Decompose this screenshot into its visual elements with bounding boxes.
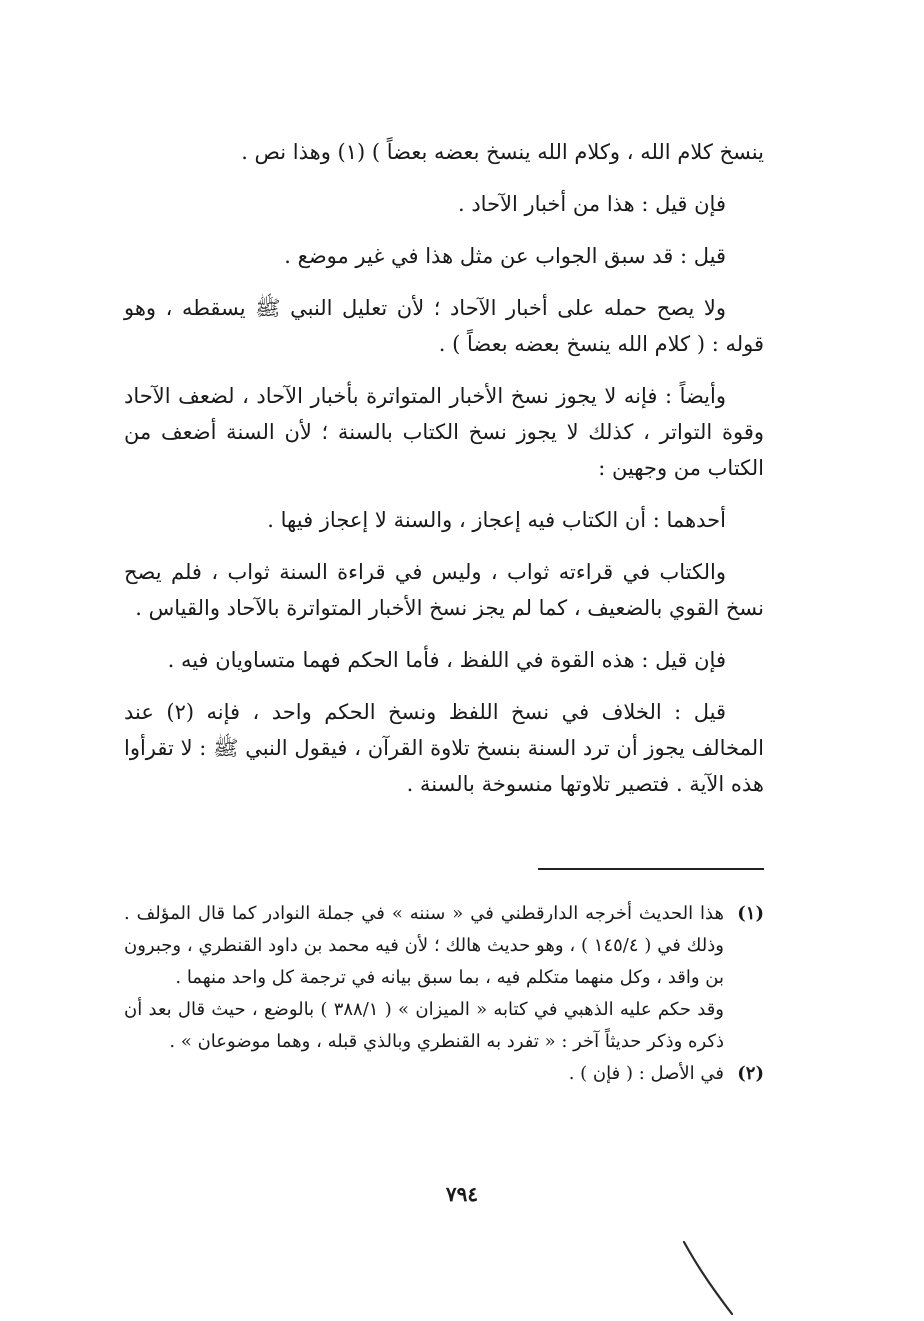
footnote-text: في الأصل : ( فإن ) . [568, 1063, 724, 1084]
paragraph-continuation: ينسخ كلام الله ، وكلام الله ينسخ بعضه بعضاً ) (١) وهذا نص . [241, 140, 764, 164]
footnote-divider [538, 868, 764, 870]
paragraph: قيل : الخلاف في نسخ اللفظ ونسخ الحكم واحد ، فإنه (٢) عند المخالف يجوز أن ترد السنة بنسخ تلاوة القرآن ، فيقول النبي ﷺ : لا تقرأوا هذه الآية . فتصير تلاوتها منسوخة بالسنة . [124, 700, 764, 796]
paragraph: ولا يصح حمله على أخبار الآحاد ؛ لأن تعليل النبي ﷺ يسقطه ، وهو قوله : ( كلام الله ينسخ بعضه بعضاً ) . [124, 296, 764, 356]
footnote-body [124, 1058, 724, 1090]
footnote-body [124, 898, 724, 1058]
footnote-2 [124, 1058, 764, 1090]
footnote-text: هذا الحديث أخرجه الدارقطني في « سننه » في جملة النوادر كما قال المؤلف . وذلك في ( ١٤٥/٤ ) ، وهو حديث هالك ؛ لأن فيه محمد بن داود القنطري ، وجبرون بن واقد ، وكل منهما متكلم فيه ، بما سبق بيانه في ترجمة كل واحد منهما . [124, 903, 724, 988]
scan-stroke-mark [680, 1238, 760, 1318]
main-text [124, 134, 764, 818]
paragraph: وأيضاً : فإنه لا يجوز نسخ الأخبار المتواترة بأخبار الآحاد ، لضعف الآحاد وقوة التواتر ، كذلك لا يجوز نسخ الكتاب بالسنة ؛ لأن السنة أضعف من الكتاب من وجهين : [124, 384, 764, 480]
page-number: ٧٩٤ [445, 1182, 479, 1206]
footnote-number: (٢) [737, 1063, 764, 1084]
paragraph: فإن قيل : هذا من أخبار الآحاد . [457, 192, 726, 216]
paragraph: أحدهما : أن الكتاب فيه إعجاز ، والسنة لا إعجاز فيها . [267, 508, 726, 532]
footnote-text: وقد حكم عليه الذهبي في كتابه « الميزان » ( ٣٨٨/١ ) بالوضع ، حيث قال بعد أن ذكره وذكر حديثاً آخر : « تفرد به القنطري وبالذي قبله ، وهما موضوعان » . [124, 999, 724, 1052]
footnote-1 [124, 898, 764, 1058]
footnotes [124, 898, 764, 1090]
footnote-number: (١) [737, 903, 764, 924]
paragraph: فإن قيل : هذه القوة في اللفظ ، فأما الحكم فهما متساويان فيه . [167, 648, 726, 672]
paragraph: قيل : قد سبق الجواب عن مثل هذا في غير موضع . [284, 244, 726, 268]
paragraph: والكتاب في قراءته ثواب ، وليس في قراءة السنة ثواب ، فلم يصح نسخ القوي بالضعيف ، كما لم يجز نسخ الأخبار المتواترة بالآحاد والقياس . [124, 560, 764, 620]
